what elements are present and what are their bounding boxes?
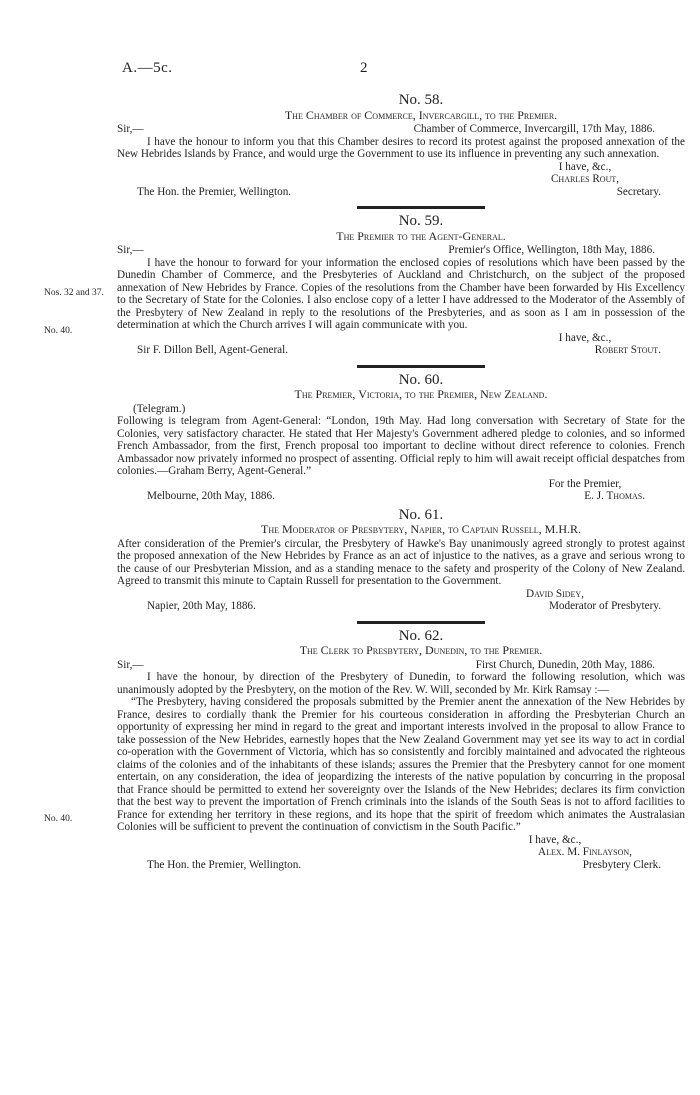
section-58-title: Secretary.: [616, 185, 661, 198]
section-62-addressee: The Hon. the Premier, Wellington.: [147, 858, 302, 871]
section-60-place: Melbourne, 20th May, 1886.: [147, 490, 275, 502]
header-reference: A.—5c.: [122, 60, 173, 76]
section-62-salutation: Sir,—: [117, 658, 144, 671]
section-58-close: I have, &c.,: [558, 160, 612, 173]
section-59-place: Premier's Office, Wellington, 18th May, 1886.: [448, 244, 655, 256]
section-58-addressee: The Hon. the Premier, Wellington.: [137, 185, 292, 198]
section-62-heading: The Clerk to Presbytery, Dunedin, to the Premier.: [299, 643, 543, 657]
section-58-heading: The Chamber of Commerce, Invercargill, to the Premier.: [284, 107, 558, 122]
page-number: 2: [360, 60, 368, 76]
section-62-number: No. 62.: [398, 627, 444, 644]
section-divider: [357, 206, 485, 209]
section-62-body: I have the honour, by direction of the Presbytery of Dunedin, to forward the following resolution, which was unanimously adopted by the Presbytery, on the motion of the Rev. W. Will, seconded by Mr. Kirk Ramsay :—: [117, 671, 685, 696]
section-58-signer: Charles Rout,: [550, 173, 620, 185]
section-59-heading: The Premier to the Agent-General.: [336, 228, 506, 243]
section-60-heading: The Premier, Victoria, to the Premier, New Zealand.: [294, 387, 548, 401]
section-60-body: Following is telegram from Agent-General: “London, 19th May. Had long conversation with Secretary of State for the Colonies, very satisfactory character. He stated that Her Majesty's Government adhered pledge to colonies, and so informed French Ambassador, from the first, French proposal too important to decline without direct reference to colonies. French Ambassador now privately informed no prospect of assenting. Official reply to him will await receipt official despatches from colonies.—Graham Berry, Agent-General.”: [117, 415, 685, 477]
section-61-signer: David Sidey,: [526, 587, 584, 600]
section-60-for-row: [117, 478, 685, 491]
section-60-number: No. 60.: [398, 371, 444, 388]
section-divider: [357, 365, 485, 368]
section-59-body: I have the honour to forward for your information the enclosed copies of resolutions which have been passed by the Dunedin Chamber of Commerce, and the Presbyteries of Auckland and Christchurch, on the subject of the proposed annexation of New Hebrides by France. Copies of the resolutions from the Chamber have been forwarded by His Excellency to the Secretary of State for the Colonies. I also enclose copy of a letter I have addressed to the Moderator of the Assembly of the Presbytery of New Zealand in reply to the resolutions of the Presbyteries, and as soon as I am in possession of the determination at which the Church arrives I will again communicate with you.: [117, 256, 685, 331]
section-62-resolution-quote: “The Presbytery, having considered the proposals submitted by the Premier anent the annexation of the New Hebrides by France, desires to cordially thank the Premier for his courteous consideration in affording the Presbyterian Church an opportunity of expressing her mind in regard to the great and important interests involved in the proposal to allow France to take possession of the New Hebrides, earnestly hopes that the New Zealand Government may yet see its way to act in cordial co-operation with the Government of Victoria, which has so consistently and forcibly maintained and advocated the righteous claims of the colonies and of the inhabitants of these islands; assures the Premier that the Presbytery cannot for one moment entertain, on any consideration, the idea of jeopardizing the interests of the native population by concurring in the proposal that France should be permitted to extend her sovereignty over the Islands of the New Hebrides; declares its firm conviction that the best way to prevent the importation of French criminals into the islands of the South Seas is not to afford facilities to France for extending her territory in these regions, and its hope that the spirit of freedom which animates the Australasian Colonies will be sufficient to prevent the continuation of convictism in the South Pacific.”: [117, 696, 685, 833]
section-59-address-row: [117, 344, 685, 357]
section-divider: [357, 621, 485, 624]
section-62-close-row: [117, 834, 685, 847]
section-59-close-row: [117, 332, 685, 345]
section-62-close: I have, &c.,: [528, 833, 582, 846]
section-61-signer-row: [117, 588, 685, 601]
section-61-place-row: [117, 600, 685, 613]
section-58-number: No. 58.: [398, 92, 444, 108]
section-61-body: After consideration of the Premier's circular, the Presbytery of Hawke's Bay unanimously agreed strongly to protest against the proposed annexation of the New Hebrides by France as an act of injustice to the natives, as a grave and serious wrong to the cause of our Presbyterian Mission, and as a standing menace to the safety and prosperity of the Colony of New Zealand. Agreed to transmit this minute to Captain Russell for presentation to the Government.: [117, 537, 685, 587]
section-59-addressee: Sir F. Dillon Bell, Agent-General.: [137, 344, 289, 356]
section-62-salutation-row: [117, 659, 685, 672]
section-61-number: No. 61.: [398, 506, 444, 523]
section-59-salutation-row: [117, 244, 685, 257]
section-58-salutation: Sir,—: [117, 123, 144, 135]
section-61-place: Napier, 20th May, 1886.: [147, 600, 256, 612]
section-58-address-row: [117, 186, 685, 199]
section-62-title: Presbytery Clerk.: [582, 858, 661, 871]
section-60-for-premier: For the Premier,: [548, 477, 622, 490]
document-body: [117, 94, 685, 871]
margin-note-no-40-a: No. 40.: [44, 326, 73, 336]
section-59-signer: Robert Stout.: [594, 344, 661, 356]
section-60-place-row: [117, 490, 685, 503]
section-59-number: No. 59.: [398, 213, 444, 229]
section-62-place: First Church, Dunedin, 20th May, 1886.: [475, 658, 655, 671]
section-59-close: I have, &c.,: [558, 331, 612, 344]
section-62-signer: Alex. M. Finlayson,: [538, 846, 632, 858]
section-59-salutation: Sir,—: [117, 244, 144, 256]
section-61-heading: The Moderator of Presbytery, Napier, to Captain Russell, M.H.R.: [261, 522, 581, 536]
section-58-body: I have the honour to inform you that this Chamber desires to record its protest against the proposed annexation of the New Hebrides Islands by France, and would urge the Government to use its influence in preventing any such annexation.: [117, 135, 685, 160]
section-62-address-row: [117, 859, 685, 872]
section-58-close-row: [117, 161, 685, 174]
section-61-title: Moderator of Presbytery.: [548, 600, 661, 612]
margin-note-nos-32-37: Nos. 32 and 37.: [44, 288, 104, 298]
section-60-signer: E. J. Thomas.: [584, 490, 645, 502]
section-60-telegram-label: (Telegram.): [133, 402, 186, 415]
section-58-place: Chamber of Commerce, Invercargill, 17th May, 1886.: [413, 123, 655, 135]
section-62-signer-row: [117, 846, 685, 859]
section-58-signer-row: [117, 173, 685, 186]
section-58-salutation-row: [117, 123, 685, 136]
margin-note-no-40-b: No. 40.: [44, 814, 73, 824]
